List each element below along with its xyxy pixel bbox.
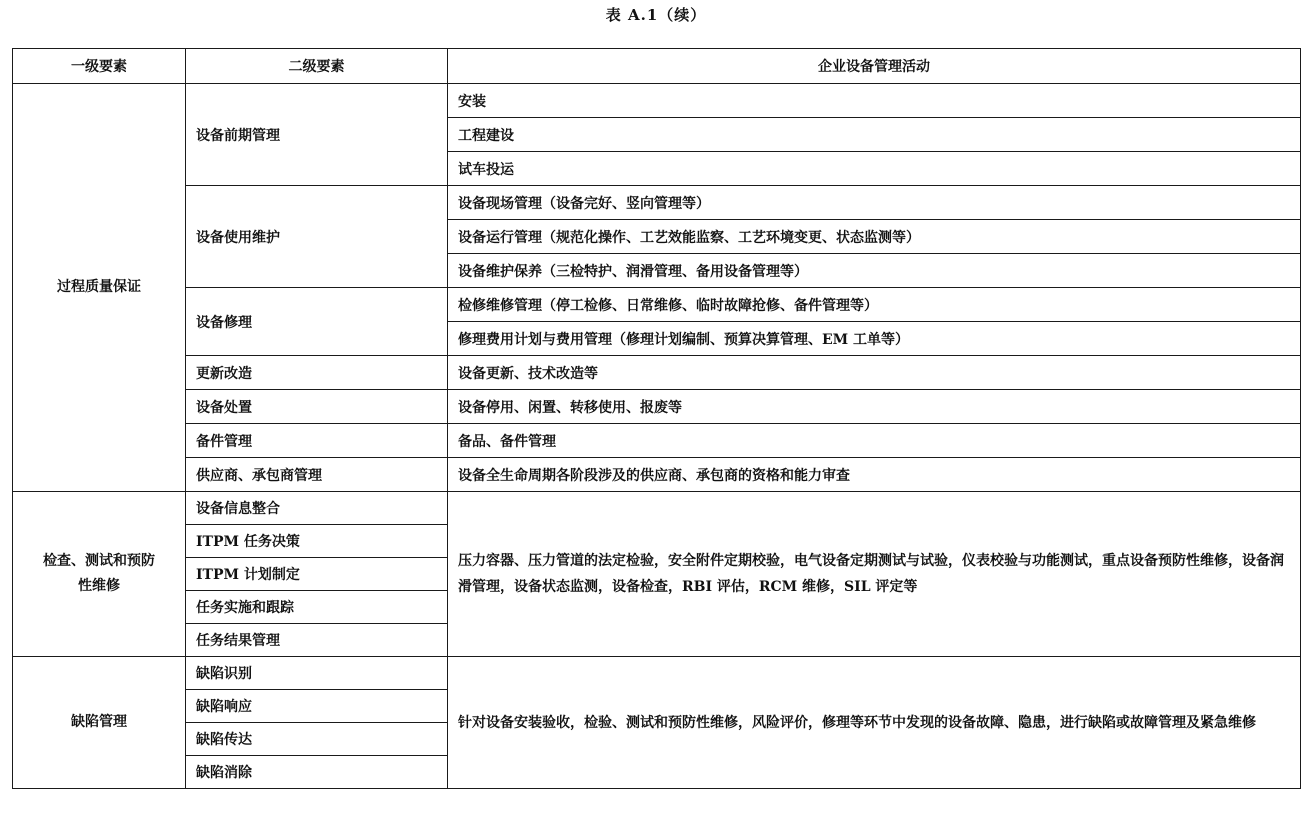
level2-cell: 设备处置 — [186, 390, 448, 424]
table-row — [13, 458, 1301, 492]
level2-cell: 设备前期管理 — [186, 84, 448, 186]
level2-cell: 缺陷消除 — [186, 756, 448, 789]
level2-cell: 任务实施和跟踪 — [186, 591, 448, 624]
activity-cell: 试车投运 — [448, 152, 1301, 186]
equipment-management-table — [12, 48, 1301, 789]
level2-cell: 缺陷识别 — [186, 657, 448, 690]
header-level1: 一级要素 — [13, 49, 186, 84]
activity-cell: 工程建设 — [448, 118, 1301, 152]
level2-cell: ITPM 任务决策 — [186, 525, 448, 558]
activity-cell: 设备运行管理（规范化操作、工艺效能监察、工艺环境变更、状态监测等） — [448, 220, 1301, 254]
level2-cell: 设备使用维护 — [186, 186, 448, 288]
level2-cell: 设备修理 — [186, 288, 448, 356]
level2-cell: 缺陷传达 — [186, 723, 448, 756]
table-row — [13, 492, 1301, 525]
activity-cell: 压力容器、压力管道的法定检验，安全附件定期校验，电气设备定期测试与试验，仪表校验与功能测试，重点设备预防性维修，设备润滑管理，设备状态监测，设备检查，RBI 评估，RCM 维修，SIL 评定等 — [448, 492, 1301, 657]
page-title: 表 A.1（续） — [605, 6, 707, 24]
activity-cell: 备品、备件管理 — [448, 424, 1301, 458]
activity-cell: 设备维护保养（三检特护、润滑管理、备用设备管理等） — [448, 254, 1301, 288]
table-header-row — [13, 49, 1301, 84]
level2-cell: 更新改造 — [186, 356, 448, 390]
level1-cell: 过程质量保证 — [13, 84, 186, 492]
activity-cell: 设备现场管理（设备完好、竖向管理等） — [448, 186, 1301, 220]
table-row — [13, 356, 1301, 390]
table-row — [13, 288, 1301, 322]
activity-cell: 设备停用、闲置、转移使用、报废等 — [448, 390, 1301, 424]
table-row — [13, 657, 1301, 690]
level1-cell: 检查、测试和预防性维修 — [13, 492, 186, 657]
activity-cell: 修理费用计划与费用管理（修理计划编制、预算决算管理、EM 工单等） — [448, 322, 1301, 356]
table-row — [13, 84, 1301, 118]
activity-cell: 设备更新、技术改造等 — [448, 356, 1301, 390]
activity-cell: 设备全生命周期各阶段涉及的供应商、承包商的资格和能力审查 — [448, 458, 1301, 492]
table-row — [13, 390, 1301, 424]
activity-cell: 针对设备安装验收，检验、测试和预防性维修，风险评价，修理等环节中发现的设备故障、隐患，进行缺陷或故障管理及紧急维修 — [448, 657, 1301, 789]
table-row — [13, 186, 1301, 220]
level2-cell: 设备信息整合 — [186, 492, 448, 525]
level2-cell: ITPM 计划制定 — [186, 558, 448, 591]
activity-cell: 安装 — [448, 84, 1301, 118]
activity-cell: 检修维修管理（停工检修、日常维修、临时故障抢修、备件管理等） — [448, 288, 1301, 322]
level2-cell: 任务结果管理 — [186, 624, 448, 657]
level1-cell: 缺陷管理 — [13, 657, 186, 789]
level2-cell: 缺陷响应 — [186, 690, 448, 723]
header-level2: 二级要素 — [186, 49, 448, 84]
header-activities: 企业设备管理活动 — [448, 49, 1301, 84]
level2-cell: 供应商、承包商管理 — [186, 458, 448, 492]
table-row — [13, 424, 1301, 458]
level2-cell: 备件管理 — [186, 424, 448, 458]
